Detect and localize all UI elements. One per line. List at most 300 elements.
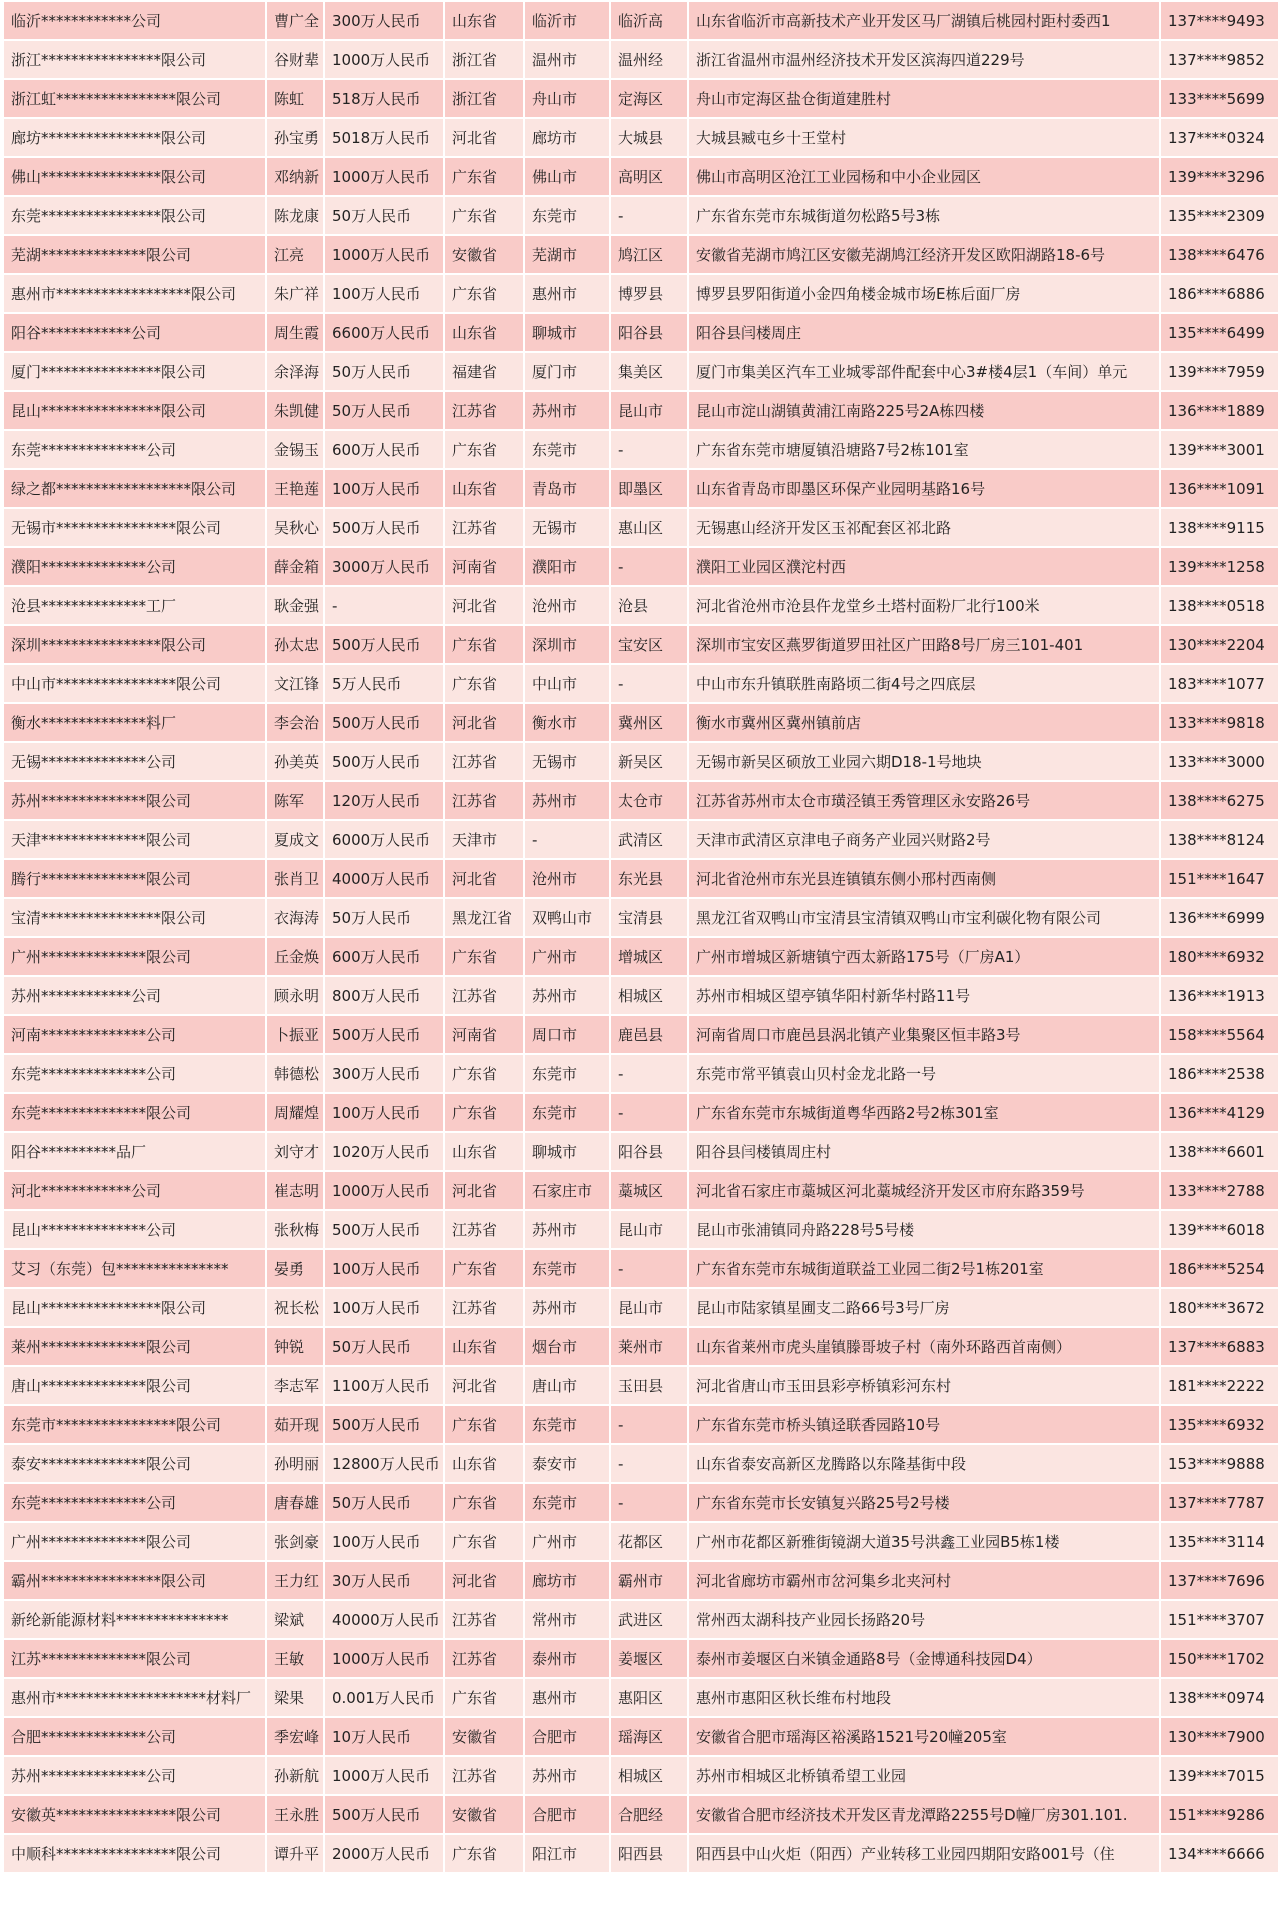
address-cell: 昆山市淀山湖镇黄浦江南路225号2A栋四楼 bbox=[688, 391, 1160, 430]
table-row bbox=[3, 1600, 1279, 1639]
city-cell: 周口市 bbox=[524, 1015, 610, 1054]
table-row bbox=[3, 1522, 1279, 1561]
registered-capital-cell: 5万人民币 bbox=[324, 664, 444, 703]
district-cell: 莱州市 bbox=[610, 1327, 688, 1366]
city-cell: 东莞市 bbox=[524, 1483, 610, 1522]
registered-capital-cell: 1000万人民币 bbox=[324, 235, 444, 274]
company-name-cell: 浙江****************限公司 bbox=[3, 40, 266, 79]
registered-capital-cell: 800万人民币 bbox=[324, 976, 444, 1015]
registered-capital-cell: 50万人民币 bbox=[324, 1327, 444, 1366]
phone-cell: 138****8124 bbox=[1160, 820, 1279, 859]
address-cell: 无锡惠山经济开发区玉祁配套区祁北路 bbox=[688, 508, 1160, 547]
phone-cell: 135****6499 bbox=[1160, 313, 1279, 352]
city-cell: 泰州市 bbox=[524, 1639, 610, 1678]
table-row bbox=[3, 976, 1279, 1015]
city-cell: 深圳市 bbox=[524, 625, 610, 664]
phone-cell: 139****7015 bbox=[1160, 1756, 1279, 1795]
address-cell: 濮阳工业园区濮沱村西 bbox=[688, 547, 1160, 586]
address-cell: 山东省青岛市即墨区环保产业园明基路16号 bbox=[688, 469, 1160, 508]
table-row bbox=[3, 1756, 1279, 1795]
province-cell: 广东省 bbox=[444, 157, 524, 196]
company-name-cell: 霸州****************限公司 bbox=[3, 1561, 266, 1600]
legal-person-cell: 朱广祥 bbox=[266, 274, 324, 313]
district-cell: 姜堰区 bbox=[610, 1639, 688, 1678]
city-cell: 廊坊市 bbox=[524, 118, 610, 157]
company-name-cell: 苏州**************公司 bbox=[3, 1756, 266, 1795]
registered-capital-cell: 600万人民币 bbox=[324, 430, 444, 469]
registered-capital-cell: 5018万人民币 bbox=[324, 118, 444, 157]
city-cell: 聊城市 bbox=[524, 313, 610, 352]
company-name-cell: 东莞**************限公司 bbox=[3, 1093, 266, 1132]
company-name-cell: 无锡**************公司 bbox=[3, 742, 266, 781]
phone-cell: 130****7900 bbox=[1160, 1717, 1279, 1756]
table-row bbox=[3, 391, 1279, 430]
registered-capital-cell: 500万人民币 bbox=[324, 1405, 444, 1444]
phone-cell: 137****6883 bbox=[1160, 1327, 1279, 1366]
legal-person-cell: 祝长松 bbox=[266, 1288, 324, 1327]
address-cell: 广东省东莞市桥头镇迳联香园路10号 bbox=[688, 1405, 1160, 1444]
city-cell: 廊坊市 bbox=[524, 1561, 610, 1600]
district-cell: 昆山市 bbox=[610, 391, 688, 430]
city-cell: 临沂市 bbox=[524, 1, 610, 40]
phone-cell: 180****3672 bbox=[1160, 1288, 1279, 1327]
registered-capital-cell: 50万人民币 bbox=[324, 196, 444, 235]
district-cell: 即墨区 bbox=[610, 469, 688, 508]
table-row bbox=[3, 118, 1279, 157]
address-cell: 天津市武清区京津电子商务产业园兴财路2号 bbox=[688, 820, 1160, 859]
legal-person-cell: 王力红 bbox=[266, 1561, 324, 1600]
legal-person-cell: 张剑豪 bbox=[266, 1522, 324, 1561]
legal-person-cell: 张肖卫 bbox=[266, 859, 324, 898]
district-cell: 高明区 bbox=[610, 157, 688, 196]
city-cell: - bbox=[524, 820, 610, 859]
phone-cell: 136****1091 bbox=[1160, 469, 1279, 508]
legal-person-cell: 周耀煌 bbox=[266, 1093, 324, 1132]
phone-cell: 138****0518 bbox=[1160, 586, 1279, 625]
table-row bbox=[3, 508, 1279, 547]
city-cell: 双鸭山市 bbox=[524, 898, 610, 937]
address-cell: 山东省泰安高新区龙腾路以东隆基街中段 bbox=[688, 1444, 1160, 1483]
registered-capital-cell: 1100万人民币 bbox=[324, 1366, 444, 1405]
legal-person-cell: 耿金强 bbox=[266, 586, 324, 625]
table-row bbox=[3, 235, 1279, 274]
address-cell: 河北省沧州市东光县连镇镇东侧小邢村西南侧 bbox=[688, 859, 1160, 898]
district-cell: 冀州区 bbox=[610, 703, 688, 742]
province-cell: 广东省 bbox=[444, 196, 524, 235]
registered-capital-cell: 0.001万人民币 bbox=[324, 1678, 444, 1717]
city-cell: 衡水市 bbox=[524, 703, 610, 742]
address-cell: 河北省沧州市沧县仵龙堂乡土塔村面粉厂北行100米 bbox=[688, 586, 1160, 625]
registered-capital-cell: 120万人民币 bbox=[324, 781, 444, 820]
address-cell: 大城县臧屯乡十王堂村 bbox=[688, 118, 1160, 157]
legal-person-cell: 孙美英 bbox=[266, 742, 324, 781]
province-cell: 广东省 bbox=[444, 1093, 524, 1132]
company-name-cell: 绿之都******************限公司 bbox=[3, 469, 266, 508]
address-cell: 安徽省合肥市瑶海区裕溪路1521号20幢205室 bbox=[688, 1717, 1160, 1756]
table-row bbox=[3, 1210, 1279, 1249]
province-cell: 山东省 bbox=[444, 1, 524, 40]
company-name-cell: 昆山****************限公司 bbox=[3, 1288, 266, 1327]
province-cell: 河北省 bbox=[444, 1366, 524, 1405]
district-cell: - bbox=[610, 1249, 688, 1288]
registered-capital-cell: 1020万人民币 bbox=[324, 1132, 444, 1171]
city-cell: 东莞市 bbox=[524, 430, 610, 469]
address-cell: 深圳市宝安区燕罗街道罗田社区广田路8号厂房三101-401 bbox=[688, 625, 1160, 664]
company-name-cell: 艾习（东莞）包*************** bbox=[3, 1249, 266, 1288]
table-row bbox=[3, 1483, 1279, 1522]
address-cell: 东莞市常平镇袁山贝村金龙北路一号 bbox=[688, 1054, 1160, 1093]
registered-capital-cell: 1000万人民币 bbox=[324, 1639, 444, 1678]
company-name-cell: 深圳****************限公司 bbox=[3, 625, 266, 664]
province-cell: 广东省 bbox=[444, 625, 524, 664]
table-row bbox=[3, 1366, 1279, 1405]
province-cell: 河北省 bbox=[444, 118, 524, 157]
district-cell: 武进区 bbox=[610, 1600, 688, 1639]
phone-cell: 135****2309 bbox=[1160, 196, 1279, 235]
registered-capital-cell: 50万人民币 bbox=[324, 1483, 444, 1522]
address-cell: 苏州市相城区北桥镇希望工业园 bbox=[688, 1756, 1160, 1795]
legal-person-cell: 刘守才 bbox=[266, 1132, 324, 1171]
table-row bbox=[3, 664, 1279, 703]
table-row bbox=[3, 859, 1279, 898]
phone-cell: 139****6018 bbox=[1160, 1210, 1279, 1249]
district-cell: 新吴区 bbox=[610, 742, 688, 781]
province-cell: 安徽省 bbox=[444, 1717, 524, 1756]
company-name-cell: 衡水**************料厂 bbox=[3, 703, 266, 742]
city-cell: 石家庄市 bbox=[524, 1171, 610, 1210]
company-name-cell: 天津**************限公司 bbox=[3, 820, 266, 859]
phone-cell: 137****7787 bbox=[1160, 1483, 1279, 1522]
registered-capital-cell: 3000万人民币 bbox=[324, 547, 444, 586]
legal-person-cell: 李志军 bbox=[266, 1366, 324, 1405]
registered-capital-cell: 2000万人民币 bbox=[324, 1834, 444, 1873]
province-cell: 山东省 bbox=[444, 313, 524, 352]
table-row bbox=[3, 313, 1279, 352]
company-name-cell: 东莞**************公司 bbox=[3, 1483, 266, 1522]
city-cell: 濮阳市 bbox=[524, 547, 610, 586]
city-cell: 阳江市 bbox=[524, 1834, 610, 1873]
district-cell: 宝安区 bbox=[610, 625, 688, 664]
city-cell: 青岛市 bbox=[524, 469, 610, 508]
table-row bbox=[3, 1, 1279, 40]
registered-capital-cell: 10万人民币 bbox=[324, 1717, 444, 1756]
address-cell: 河北省石家庄市藁城区河北藁城经济开发区市府东路359号 bbox=[688, 1171, 1160, 1210]
address-cell: 广东省东莞市东城街道粤华西路2号2栋301室 bbox=[688, 1093, 1160, 1132]
phone-cell: 158****5564 bbox=[1160, 1015, 1279, 1054]
table-row bbox=[3, 820, 1279, 859]
province-cell: 江苏省 bbox=[444, 1210, 524, 1249]
registered-capital-cell: 100万人民币 bbox=[324, 1288, 444, 1327]
city-cell: 沧州市 bbox=[524, 859, 610, 898]
legal-person-cell: 王艳莲 bbox=[266, 469, 324, 508]
phone-cell: 137****0324 bbox=[1160, 118, 1279, 157]
city-cell: 沧州市 bbox=[524, 586, 610, 625]
district-cell: 定海区 bbox=[610, 79, 688, 118]
city-cell: 东莞市 bbox=[524, 1054, 610, 1093]
company-name-cell: 昆山****************限公司 bbox=[3, 391, 266, 430]
company-name-cell: 广州**************限公司 bbox=[3, 1522, 266, 1561]
table-row bbox=[3, 157, 1279, 196]
table-row bbox=[3, 898, 1279, 937]
phone-cell: 137****9852 bbox=[1160, 40, 1279, 79]
phone-cell: 138****6275 bbox=[1160, 781, 1279, 820]
table-row bbox=[3, 1717, 1279, 1756]
district-cell: 温州经 bbox=[610, 40, 688, 79]
address-cell: 安徽省芜湖市鸠江区安徽芜湖鸠江经济开发区欧阳湖路18-6号 bbox=[688, 235, 1160, 274]
district-cell: - bbox=[610, 664, 688, 703]
table-row bbox=[3, 742, 1279, 781]
company-name-cell: 东莞**************公司 bbox=[3, 430, 266, 469]
province-cell: 山东省 bbox=[444, 469, 524, 508]
company-name-cell: 无锡市****************限公司 bbox=[3, 508, 266, 547]
legal-person-cell: 茹开现 bbox=[266, 1405, 324, 1444]
province-cell: 广东省 bbox=[444, 1678, 524, 1717]
province-cell: 河南省 bbox=[444, 547, 524, 586]
company-name-cell: 东莞****************限公司 bbox=[3, 196, 266, 235]
legal-person-cell: 周生霞 bbox=[266, 313, 324, 352]
phone-cell: 151****1647 bbox=[1160, 859, 1279, 898]
company-name-cell: 沧县**************工厂 bbox=[3, 586, 266, 625]
province-cell: 广东省 bbox=[444, 664, 524, 703]
registered-capital-cell: 500万人民币 bbox=[324, 625, 444, 664]
address-cell: 安徽省合肥市经济技术开发区青龙潭路2255号D幢厂房301.101. bbox=[688, 1795, 1160, 1834]
address-cell: 广东省东莞市东城街道勿松路5号3栋 bbox=[688, 196, 1160, 235]
province-cell: 江苏省 bbox=[444, 1639, 524, 1678]
phone-cell: 139****1258 bbox=[1160, 547, 1279, 586]
province-cell: 河北省 bbox=[444, 1561, 524, 1600]
registered-capital-cell: 300万人民币 bbox=[324, 1, 444, 40]
district-cell: 鸠江区 bbox=[610, 235, 688, 274]
company-name-cell: 廊坊****************限公司 bbox=[3, 118, 266, 157]
table-row bbox=[3, 274, 1279, 313]
table-row bbox=[3, 1093, 1279, 1132]
registered-capital-cell: 1000万人民币 bbox=[324, 1756, 444, 1795]
registered-capital-cell: 500万人民币 bbox=[324, 703, 444, 742]
city-cell: 苏州市 bbox=[524, 1288, 610, 1327]
province-cell: 广东省 bbox=[444, 1249, 524, 1288]
province-cell: 山东省 bbox=[444, 1444, 524, 1483]
registered-capital-cell: 50万人民币 bbox=[324, 391, 444, 430]
address-cell: 衡水市冀州区冀州镇前店 bbox=[688, 703, 1160, 742]
phone-cell: 134****6666 bbox=[1160, 1834, 1279, 1873]
table-row bbox=[3, 1288, 1279, 1327]
table-row bbox=[3, 1132, 1279, 1171]
city-cell: 东莞市 bbox=[524, 1249, 610, 1288]
district-cell: 霸州市 bbox=[610, 1561, 688, 1600]
phone-cell: 138****6476 bbox=[1160, 235, 1279, 274]
address-cell: 苏州市相城区望亭镇华阳村新华村路11号 bbox=[688, 976, 1160, 1015]
city-cell: 泰安市 bbox=[524, 1444, 610, 1483]
district-cell: - bbox=[610, 430, 688, 469]
legal-person-cell: 金锡玉 bbox=[266, 430, 324, 469]
phone-cell: 130****2204 bbox=[1160, 625, 1279, 664]
province-cell: 江苏省 bbox=[444, 508, 524, 547]
district-cell: 阳西县 bbox=[610, 1834, 688, 1873]
phone-cell: 181****2222 bbox=[1160, 1366, 1279, 1405]
district-cell: 惠阳区 bbox=[610, 1678, 688, 1717]
company-name-cell: 昆山**************公司 bbox=[3, 1210, 266, 1249]
company-name-cell: 唐山**************限公司 bbox=[3, 1366, 266, 1405]
province-cell: 广东省 bbox=[444, 430, 524, 469]
table-row bbox=[3, 1327, 1279, 1366]
province-cell: 江苏省 bbox=[444, 391, 524, 430]
district-cell: 相城区 bbox=[610, 976, 688, 1015]
district-cell: 鹿邑县 bbox=[610, 1015, 688, 1054]
phone-cell: 133****9818 bbox=[1160, 703, 1279, 742]
province-cell: 广东省 bbox=[444, 1834, 524, 1873]
address-cell: 河北省廊坊市霸州市岔河集乡北夹河村 bbox=[688, 1561, 1160, 1600]
registered-capital-cell: 1000万人民币 bbox=[324, 40, 444, 79]
district-cell: - bbox=[610, 1093, 688, 1132]
province-cell: 福建省 bbox=[444, 352, 524, 391]
legal-person-cell: 孙宝勇 bbox=[266, 118, 324, 157]
legal-person-cell: 陈虹 bbox=[266, 79, 324, 118]
company-name-cell: 佛山****************限公司 bbox=[3, 157, 266, 196]
address-cell: 浙江省温州市温州经济技术开发区滨海四道229号 bbox=[688, 40, 1160, 79]
registered-capital-cell: 1000万人民币 bbox=[324, 157, 444, 196]
registered-capital-cell: - bbox=[324, 586, 444, 625]
company-name-cell: 泰安**************限公司 bbox=[3, 1444, 266, 1483]
legal-person-cell: 邓纳新 bbox=[266, 157, 324, 196]
phone-cell: 133****2788 bbox=[1160, 1171, 1279, 1210]
registered-capital-cell: 300万人民币 bbox=[324, 1054, 444, 1093]
city-cell: 广州市 bbox=[524, 1522, 610, 1561]
phone-cell: 186****6886 bbox=[1160, 274, 1279, 313]
table-row bbox=[3, 586, 1279, 625]
registered-capital-cell: 12800万人民币 bbox=[324, 1444, 444, 1483]
legal-person-cell: 江亮 bbox=[266, 235, 324, 274]
province-cell: 江苏省 bbox=[444, 976, 524, 1015]
legal-person-cell: 衣海涛 bbox=[266, 898, 324, 937]
table-row bbox=[3, 1795, 1279, 1834]
address-cell: 广东省东莞市长安镇复兴路25号2号楼 bbox=[688, 1483, 1160, 1522]
address-cell: 昆山市张浦镇同舟路228号5号楼 bbox=[688, 1210, 1160, 1249]
province-cell: 广东省 bbox=[444, 937, 524, 976]
province-cell: 河北省 bbox=[444, 586, 524, 625]
district-cell: - bbox=[610, 1405, 688, 1444]
company-name-cell: 河南**************公司 bbox=[3, 1015, 266, 1054]
registered-capital-cell: 50万人民币 bbox=[324, 898, 444, 937]
legal-person-cell: 王永胜 bbox=[266, 1795, 324, 1834]
phone-cell: 136****1913 bbox=[1160, 976, 1279, 1015]
city-cell: 聊城市 bbox=[524, 1132, 610, 1171]
phone-cell: 139****7959 bbox=[1160, 352, 1279, 391]
district-cell: 玉田县 bbox=[610, 1366, 688, 1405]
address-cell: 阳谷县闫楼周庄 bbox=[688, 313, 1160, 352]
phone-cell: 180****6932 bbox=[1160, 937, 1279, 976]
district-cell: 临沂高 bbox=[610, 1, 688, 40]
table-row bbox=[3, 196, 1279, 235]
company-name-cell: 中山市****************限公司 bbox=[3, 664, 266, 703]
phone-cell: 186****2538 bbox=[1160, 1054, 1279, 1093]
phone-cell: 186****5254 bbox=[1160, 1249, 1279, 1288]
district-cell: 阳谷县 bbox=[610, 1132, 688, 1171]
company-name-cell: 芜湖**************限公司 bbox=[3, 235, 266, 274]
table-row bbox=[3, 40, 1279, 79]
district-cell: - bbox=[610, 547, 688, 586]
legal-person-cell: 梁果 bbox=[266, 1678, 324, 1717]
phone-cell: 139****3001 bbox=[1160, 430, 1279, 469]
registered-capital-cell: 1000万人民币 bbox=[324, 1171, 444, 1210]
registered-capital-cell: 100万人民币 bbox=[324, 469, 444, 508]
province-cell: 广东省 bbox=[444, 1483, 524, 1522]
province-cell: 广东省 bbox=[444, 274, 524, 313]
city-cell: 苏州市 bbox=[524, 391, 610, 430]
district-cell: 沧县 bbox=[610, 586, 688, 625]
province-cell: 江苏省 bbox=[444, 1600, 524, 1639]
registered-capital-cell: 40000万人民币 bbox=[324, 1600, 444, 1639]
registered-capital-cell: 518万人民币 bbox=[324, 79, 444, 118]
phone-cell: 138****9115 bbox=[1160, 508, 1279, 547]
legal-person-cell: 崔志明 bbox=[266, 1171, 324, 1210]
province-cell: 广东省 bbox=[444, 1405, 524, 1444]
company-name-cell: 宝清****************限公司 bbox=[3, 898, 266, 937]
province-cell: 安徽省 bbox=[444, 235, 524, 274]
table-row bbox=[3, 1678, 1279, 1717]
address-cell: 广东省东莞市东城街道联益工业园二街2号1栋201室 bbox=[688, 1249, 1160, 1288]
registered-capital-cell: 100万人民币 bbox=[324, 1249, 444, 1288]
legal-person-cell: 薛金箱 bbox=[266, 547, 324, 586]
table-row bbox=[3, 352, 1279, 391]
company-name-cell: 河北************公司 bbox=[3, 1171, 266, 1210]
province-cell: 江苏省 bbox=[444, 742, 524, 781]
province-cell: 河南省 bbox=[444, 1015, 524, 1054]
company-name-cell: 广州**************限公司 bbox=[3, 937, 266, 976]
phone-cell: 138****0974 bbox=[1160, 1678, 1279, 1717]
district-cell: 增城区 bbox=[610, 937, 688, 976]
legal-person-cell: 谷财辈 bbox=[266, 40, 324, 79]
address-cell: 广东省东莞市塘厦镇沿塘路7号2栋101室 bbox=[688, 430, 1160, 469]
phone-cell: 136****4129 bbox=[1160, 1093, 1279, 1132]
city-cell: 合肥市 bbox=[524, 1717, 610, 1756]
registered-capital-cell: 4000万人民币 bbox=[324, 859, 444, 898]
district-cell: 瑶海区 bbox=[610, 1717, 688, 1756]
city-cell: 厦门市 bbox=[524, 352, 610, 391]
district-cell: 花都区 bbox=[610, 1522, 688, 1561]
district-cell: 藁城区 bbox=[610, 1171, 688, 1210]
district-cell: 太仓市 bbox=[610, 781, 688, 820]
phone-cell: 136****6999 bbox=[1160, 898, 1279, 937]
company-name-cell: 安徽英****************限公司 bbox=[3, 1795, 266, 1834]
phone-cell: 133****5699 bbox=[1160, 79, 1279, 118]
city-cell: 惠州市 bbox=[524, 1678, 610, 1717]
district-cell: 武清区 bbox=[610, 820, 688, 859]
address-cell: 厦门市集美区汽车工业城零部件配套中心3#楼4层1（车间）单元 bbox=[688, 352, 1160, 391]
province-cell: 广东省 bbox=[444, 1054, 524, 1093]
address-cell: 博罗县罗阳街道小金四角楼金城市场E栋后面厂房 bbox=[688, 274, 1160, 313]
city-cell: 无锡市 bbox=[524, 742, 610, 781]
legal-person-cell: 季宏峰 bbox=[266, 1717, 324, 1756]
company-name-cell: 合肥**************公司 bbox=[3, 1717, 266, 1756]
district-cell: 大城县 bbox=[610, 118, 688, 157]
legal-person-cell: 文江锋 bbox=[266, 664, 324, 703]
legal-person-cell: 谭升平 bbox=[266, 1834, 324, 1873]
district-cell: 昆山市 bbox=[610, 1288, 688, 1327]
company-name-cell: 濮阳**************公司 bbox=[3, 547, 266, 586]
company-name-cell: 东莞市****************限公司 bbox=[3, 1405, 266, 1444]
phone-cell: 151****3707 bbox=[1160, 1600, 1279, 1639]
registered-capital-cell: 600万人民币 bbox=[324, 937, 444, 976]
table-row bbox=[3, 79, 1279, 118]
company-name-cell: 腾行**************限公司 bbox=[3, 859, 266, 898]
province-cell: 河北省 bbox=[444, 703, 524, 742]
phone-cell: 139****3296 bbox=[1160, 157, 1279, 196]
company-name-cell: 东莞**************公司 bbox=[3, 1054, 266, 1093]
table-row bbox=[3, 430, 1279, 469]
legal-person-cell: 梁斌 bbox=[266, 1600, 324, 1639]
address-cell: 阳西县中山火炬（阳西）产业转移工业园四期阳安路001号（住 bbox=[688, 1834, 1160, 1873]
address-cell: 昆山市陆家镇星圃支二路66号3号厂房 bbox=[688, 1288, 1160, 1327]
